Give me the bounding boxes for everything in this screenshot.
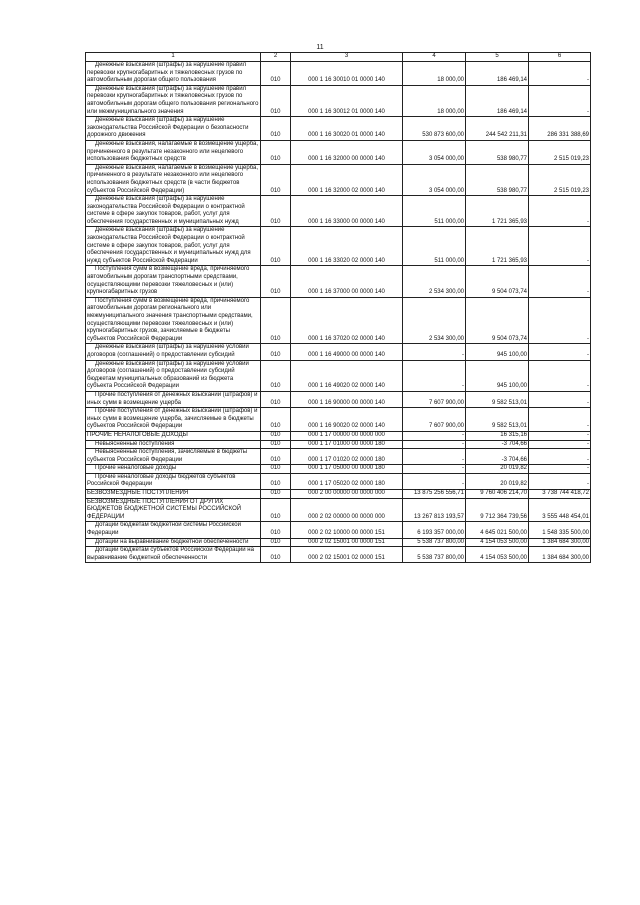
table-row [86,440,591,449]
row-budget-code: 000 1 17 00000 00 0000 000 [291,431,403,440]
row-budget-code: 000 1 16 49020 02 0000 140 [291,360,403,391]
row-remaining-amount: - [529,62,591,86]
row-line-code: 010 [261,473,291,489]
row-budget-code: 000 2 02 15001 00 0000 151 [291,538,403,547]
row-executed-amount: 4 645 021 500,00 [466,522,529,538]
table-row [86,85,591,116]
table-row [86,140,591,164]
row-line-code: 010 [261,498,291,522]
revenue-table [85,52,591,563]
row-line-code: 010 [261,164,291,195]
row-plan-amount: 5 538 737 800,00 [403,538,466,547]
row-executed-amount: 186 469,14 [466,85,529,116]
row-executed-amount: 9 582 513,01 [466,408,529,432]
row-plan-amount: - [403,431,466,440]
row-budget-code: 000 1 16 90000 00 0000 140 [291,391,403,407]
row-plan-amount: 5 538 737 800,00 [403,547,466,563]
row-line-code: 010 [261,62,291,86]
row-budget-code: 000 2 02 15001 02 0000 151 [291,547,403,563]
table-row [86,196,591,227]
row-budget-code: 000 1 16 30010 01 0000 140 [291,62,403,86]
row-plan-amount: - [403,344,466,360]
row-executed-amount: 20 019,82 [466,465,529,474]
row-remaining-amount: - [529,266,591,297]
row-plan-amount: 18 000,00 [403,62,466,86]
table-row [86,465,591,474]
table-row [86,449,591,465]
column-header-1: 1 [86,53,261,62]
row-line-code: 010 [261,360,291,391]
row-name: Прочие неналоговые доходы [86,465,261,474]
row-name: Денежные взыскания (штрафы) за нарушение условий договоров (соглашений) о предоставлении субсидий [86,344,261,360]
row-plan-amount: 13 875 256 556,71 [403,490,466,499]
row-plan-amount: - [403,473,466,489]
row-line-code: 010 [261,140,291,164]
row-budget-code: 000 2 02 00000 00 0000 000 [291,498,403,522]
column-header-3: 3 [291,53,403,62]
row-line-code: 010 [261,408,291,432]
row-name: БЕЗВОЗМЕЗДНЫЕ ПОСТУПЛЕНИЯ ОТ ДРУГИХ БЮДЖЕТОВ БЮДЖЕТНОЙ СИСТЕМЫ РОССИЙСКОЙ ФЕДЕРАЦИИ [86,498,261,522]
row-remaining-amount: - [529,431,591,440]
row-executed-amount: 4 154 053 500,00 [466,538,529,547]
row-executed-amount: 16 315,16 [466,431,529,440]
row-budget-code: 000 1 16 30020 01 0000 140 [291,117,403,141]
row-name: Прочие поступления от денежных взысканий (штрафов) и иных сумм в возмещение ущерба, зачисляемые в бюджеты субъектов Российской Федерации [86,408,261,432]
row-remaining-amount: - [529,465,591,474]
row-remaining-amount: 3 555 448 454,01 [529,498,591,522]
row-remaining-amount: - [529,196,591,227]
table-row [86,498,591,522]
row-plan-amount: 6 193 357 000,00 [403,522,466,538]
row-plan-amount: - [403,465,466,474]
row-plan-amount: 2 534 300,00 [403,266,466,297]
row-remaining-amount: 2 515 019,23 [529,140,591,164]
row-executed-amount: 1 721 365,93 [466,227,529,266]
row-budget-code: 000 2 00 00000 00 0000 000 [291,490,403,499]
row-remaining-amount: - [529,360,591,391]
row-name: Поступления сумм в возмещение вреда, причиняемого автомобильным дорогам транспортными средствами, осуществляющими перевозки тяжеловесных и (или) крупногабаритных грузов [86,266,261,297]
table-row [86,473,591,489]
row-plan-amount: - [403,360,466,391]
row-line-code: 010 [261,344,291,360]
column-header-4: 4 [403,53,466,62]
row-budget-code: 000 1 16 32000 02 0000 140 [291,164,403,195]
row-remaining-amount: - [529,227,591,266]
row-plan-amount: - [403,440,466,449]
table-row [86,360,591,391]
row-executed-amount: 9 504 073,74 [466,266,529,297]
row-budget-code: 000 1 17 01020 02 0000 180 [291,449,403,465]
row-budget-code: 000 1 16 49000 00 0000 140 [291,344,403,360]
row-executed-amount: 9 504 073,74 [466,297,529,344]
header-row [86,53,591,62]
row-remaining-amount: - [529,440,591,449]
table-row [86,547,591,563]
row-remaining-amount: 1 384 684 300,00 [529,547,591,563]
row-plan-amount: - [403,449,466,465]
row-executed-amount: 538 980,77 [466,164,529,195]
row-line-code: 010 [261,391,291,407]
table-row [86,62,591,86]
row-remaining-amount: - [529,85,591,116]
row-plan-amount: 511 000,00 [403,196,466,227]
row-line-code: 010 [261,196,291,227]
row-plan-amount: 3 054 000,00 [403,140,466,164]
row-remaining-amount: 286 331 388,69 [529,117,591,141]
row-budget-code: 000 2 02 10000 00 0000 151 [291,522,403,538]
row-name: Денежные взыскания (штрафы) за нарушение правил перевозки крупногабаритных и тяжеловесных грузов по автомобильным дорогам общего пользования [86,62,261,86]
table-row [86,408,591,432]
table-row [86,490,591,499]
row-executed-amount: 9 582 513,01 [466,391,529,407]
row-line-code: 010 [261,465,291,474]
row-name: Денежные взыскания (штрафы) за нарушение условий договоров (соглашений) о предоставлении субсидий бюджетам муниципальных образований из бюджета субъекта Российской Федерации [86,360,261,391]
row-plan-amount: 7 607 900,00 [403,408,466,432]
row-name: Невыясненные поступления [86,440,261,449]
row-name: Поступления сумм в возмещение вреда, причиняемого автомобильным дорогам регионального или межмуниципального значения транспортными средствами, осуществляющими перевозки тяжеловесных и (или) крупногабаритных грузов, зачисляемые в бюджеты субъектов Российской Федерации [86,297,261,344]
row-executed-amount: 538 980,77 [466,140,529,164]
row-executed-amount: 1 721 365,93 [466,196,529,227]
row-line-code: 010 [261,297,291,344]
row-budget-code: 000 1 16 30012 01 0000 140 [291,85,403,116]
row-plan-amount: 511 000,00 [403,227,466,266]
row-plan-amount: 13 267 813 193,57 [403,498,466,522]
row-line-code: 010 [261,85,291,116]
row-name: Денежные взыскания (штрафы) за нарушение законодательства Российской Федерации о безопасности дорожного движения [86,117,261,141]
row-line-code: 010 [261,547,291,563]
row-line-code: 010 [261,117,291,141]
row-executed-amount: -3 704,66 [466,449,529,465]
row-line-code: 010 [261,538,291,547]
row-name: БЕЗВОЗМЕЗДНЫЕ ПОСТУПЛЕНИЯ [86,490,261,499]
table-row [86,164,591,195]
row-executed-amount: 945 100,00 [466,344,529,360]
row-budget-code: 000 1 17 05020 02 0000 180 [291,473,403,489]
row-line-code: 010 [261,227,291,266]
row-remaining-amount: - [529,449,591,465]
table-row [86,538,591,547]
row-name: Невыясненные поступления, зачисляемые в бюджеты субъектов Российской Федерации [86,449,261,465]
row-executed-amount: 4 154 053 500,00 [466,547,529,563]
table-row [86,344,591,360]
row-remaining-amount: - [529,297,591,344]
row-name: Денежные взыскания, налагаемые в возмещение ущерба, причиненного в результате незаконного или нецелевого использования бюджетных средств [86,140,261,164]
row-name: Дотации на выравнивание бюджетной обеспеченности [86,538,261,547]
row-name: ПРОЧИЕ НЕНАЛОГОВЫЕ ДОХОДЫ [86,431,261,440]
row-line-code: 010 [261,440,291,449]
row-remaining-amount: 3 738 744 418,72 [529,490,591,499]
row-name: Прочие неналоговые доходы бюджетов субъектов Российской Федерации [86,473,261,489]
row-executed-amount: 945 100,00 [466,360,529,391]
row-executed-amount: -3 704,66 [466,440,529,449]
row-name: Денежные взыскания (штрафы) за нарушение правил перевозки крупногабаритных и тяжеловесных грузов по автомобильным дорогам общего пользования регионального или межмуниципального значения [86,85,261,116]
row-remaining-amount: 1 384 684 300,00 [529,538,591,547]
row-budget-code: 000 1 16 32000 00 0000 140 [291,140,403,164]
row-name: Денежные взыскания (штрафы) за нарушение законодательства Российской Федерации о контрактной системе в сфере закупок товаров, работ, услуг для обеспечения государственных и муниципальных нужд [86,196,261,227]
row-executed-amount: 244 542 211,31 [466,117,529,141]
row-plan-amount: 2 534 300,00 [403,297,466,344]
table-row [86,266,591,297]
table-row [86,227,591,266]
column-header-2: 2 [261,53,291,62]
row-line-code: 010 [261,449,291,465]
row-remaining-amount: - [529,473,591,489]
row-plan-amount: 530 873 600,00 [403,117,466,141]
row-executed-amount: 9 712 364 739,56 [466,498,529,522]
row-remaining-amount: - [529,408,591,432]
row-line-code: 010 [261,490,291,499]
table-row [86,391,591,407]
row-remaining-amount: 2 515 019,23 [529,164,591,195]
row-plan-amount: 3 054 000,00 [403,164,466,195]
row-remaining-amount: - [529,391,591,407]
table-row [86,297,591,344]
column-header-6: 6 [529,53,591,62]
row-remaining-amount: - [529,344,591,360]
row-budget-code: 000 1 16 37000 00 0000 140 [291,266,403,297]
row-plan-amount: 18 000,00 [403,85,466,116]
row-plan-amount: 7 607 900,00 [403,391,466,407]
row-line-code: 010 [261,431,291,440]
row-name: Дотации бюджетам бюджетной системы Российской Федерации [86,522,261,538]
row-executed-amount: 20 019,82 [466,473,529,489]
table-row [86,117,591,141]
table-row [86,522,591,538]
row-executed-amount: 9 760 406 214,70 [466,490,529,499]
row-executed-amount: 186 469,14 [466,62,529,86]
row-line-code: 010 [261,266,291,297]
column-header-5: 5 [466,53,529,62]
row-budget-code: 000 1 16 37020 02 0000 140 [291,297,403,344]
row-name: Денежные взыскания (штрафы) за нарушение законодательства Российской Федерации о контрактной системе в сфере закупок товаров, работ, услуг для обеспечения государственных и муниципальных нужд для нужд субъектов Российской Федерации [86,227,261,266]
row-line-code: 010 [261,522,291,538]
row-budget-code: 000 1 17 01000 00 0000 180 [291,440,403,449]
row-budget-code: 000 1 16 90020 02 0000 140 [291,408,403,432]
table-row [86,431,591,440]
page-number: 11 [316,44,324,51]
row-budget-code: 000 1 17 05000 00 0000 180 [291,465,403,474]
row-remaining-amount: 1 548 335 500,00 [529,522,591,538]
row-name: Прочие поступления от денежных взысканий (штрафов) и иных сумм в возмещение ущерба [86,391,261,407]
row-name: Дотации бюджетам субъектов Российской Федерации на выравнивание бюджетной обеспеченности [86,547,261,563]
row-name: Денежные взыскания, налагаемые в возмещение ущерба, причиненного в результате незаконного или нецелевого использования бюджетных средств (в части бюджетов субъектов Российской Федерации) [86,164,261,195]
row-budget-code: 000 1 16 33000 00 0000 140 [291,196,403,227]
row-budget-code: 000 1 16 33020 02 0000 140 [291,227,403,266]
